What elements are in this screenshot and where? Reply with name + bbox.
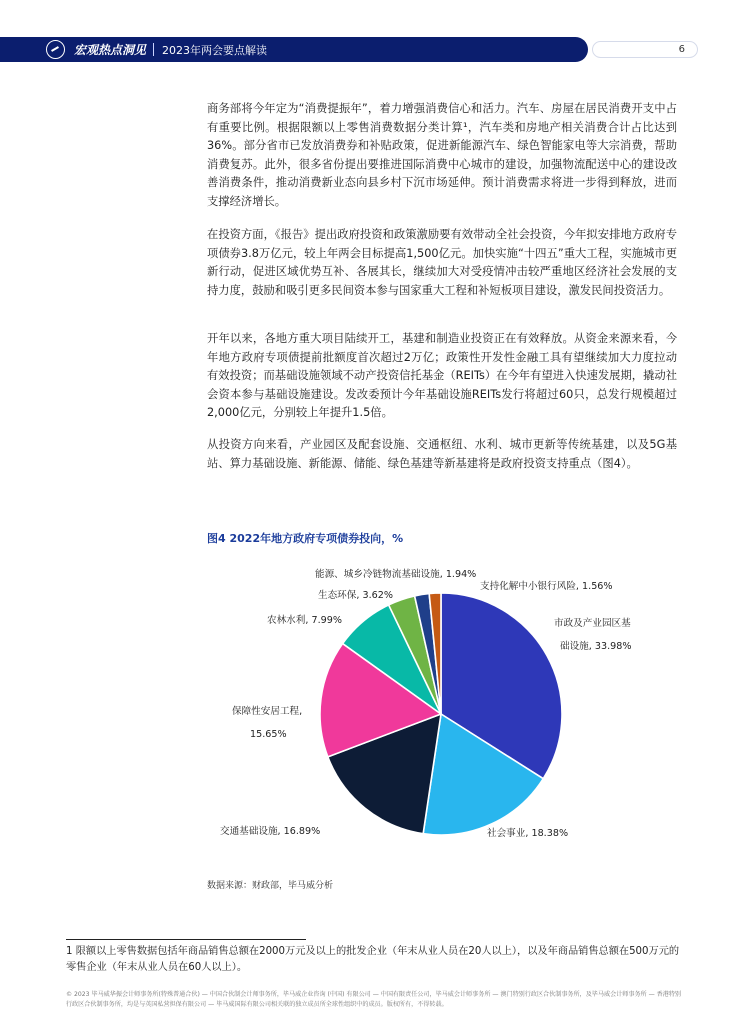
- header-bar: [0, 37, 588, 62]
- pie-label: 交通基础设施, 16.89%: [220, 826, 321, 837]
- body-paragraph-4: 从投资方向来看，产业园区及配套设施、交通枢纽、水利、城市更新等传统基建，以及5G基站、算力基础设施、新能源、储能、绿色基建等新基建将是政府投资支持重点（图4）。: [207, 438, 677, 470]
- body-paragraph-1: 商务部将今年定为“消费提振年”，着力增强消费信心和活力。汽车、房屋在居民消费开支中占有重要比例。根据限额以上零售消费数据分类计算¹，汽车类和房地产相关消费合计占比达到36%。部分省市已发放消费券和补贴政策，促进新能源汽车、绿色智能家电等大宗消费，帮助消费复苏。此外，很多省份提出要推进国际消费中心城市的建设，加强物流配送中心的建设改善消费条件，推动消费新业态向县乡村下沉市场延伸。预计消费需求将进一步得到释放，进而支撑经济增长。: [207, 102, 677, 208]
- data-source: 数据来源：财政部，毕马威分析: [207, 881, 334, 891]
- pie-label: 市政及产业园区基础设施, 33.98%: [554, 618, 632, 652]
- pie-label: 能源、城乡冷链物流基础设施, 1.94%: [315, 569, 477, 580]
- body-paragraph-2: 在投资方面，《报告》提出政府投资和政策激励要有效带动全社会投资，今年拟安排地方政府专项债券3.8万亿元，较上年两会目标提高1,500亿元。加快实施“十四五”重大工程，实施城市更新行动，促进区域优势互补、各展其长，继续加大对受疫情冲击较严重地区经济社会发展的支持力度，鼓励和吸引更多民间资本参与国家重大工程和补短板项目建设，激发民间投资活力。: [207, 228, 677, 297]
- pie-label: 支持化解中小银行风险, 1.56%: [480, 581, 613, 592]
- insight-logo-icon: [46, 40, 65, 59]
- pie-label: 社会事业, 18.38%: [487, 828, 569, 839]
- footnote-rule: [66, 939, 306, 940]
- pie-label: 生态环保, 3.62%: [318, 590, 393, 601]
- footnote: 1 限额以上零售数据包括年商品销售总额在2000万元及以上的批发企业（年末从业人员在20人以上），以及年商品销售总额在500万元的零售企业（年末从业人员在60人以上）。: [66, 946, 680, 973]
- header-series: 宏观热点洞见: [74, 43, 147, 57]
- pie-slices: [320, 593, 562, 835]
- page-number: 6: [592, 41, 698, 58]
- legal-notice: © 2023 毕马威华振会计师事务所(特殊普通合伙) — 中国合伙制会计师事务所，毕马威企业咨询 (中国) 有限公司 — 中国有限责任公司，毕马威会计师事务所 — 澳门特别行政区合伙制事务所，及毕马威会计师事务所 — 香港特别行政区合伙制事务所，均是与英国私营担保有限公司 — 毕马威国际有限公司相关联的独立成员所全球性组织中的成员。版权所有，不得转载。: [66, 991, 681, 1008]
- header-title: 2023年两会要点解读: [162, 44, 267, 57]
- page-header: [0, 37, 730, 62]
- header-divider: [153, 43, 154, 56]
- pie-label: 农林水利, 7.99%: [267, 615, 342, 626]
- pie-chart: [200, 556, 680, 856]
- figure-title: 图4 2022年地方政府专项债券投向，%: [207, 532, 404, 545]
- pie-label: 保障性安居工程, 15.65%: [232, 706, 303, 740]
- body-paragraph-3: 开年以来，各地方重大项目陆续开工，基建和制造业投资正在有效释放。从资金来源来看，今年地方政府专项债提前批额度首次超过2万亿；政策性开发性金融工具有望继续加大力度拉动有效投资；而基础设施领域不动产投资信托基金（REITs）在今年有望进入快速发展期，撬动社会资本参与基础设施建设。发改委预计今年基础设施REITs发行将超过60只，总发行规模超过2,000亿元，分别较上年提升1.5倍。: [207, 332, 677, 420]
